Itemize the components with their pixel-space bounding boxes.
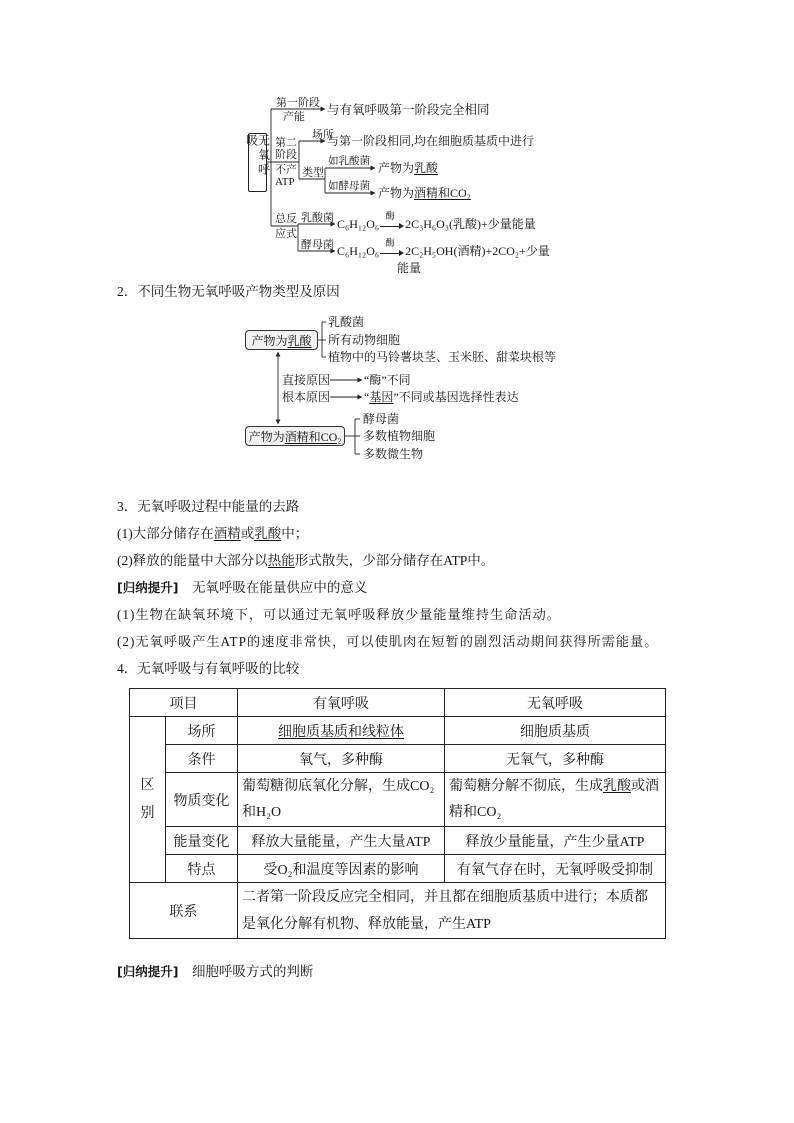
- cell-aerobic: [238, 717, 445, 745]
- equation-label-line2: 应式: [275, 228, 297, 240]
- cell-aerobic: 葡萄糖彻底氧化分解，生成CO₂和H₂O: [238, 773, 445, 827]
- summary-tag: [归纳提升]: [117, 580, 179, 595]
- underlined-text: 乳酸: [414, 161, 439, 175]
- underlined-text: 酒精: [213, 526, 241, 541]
- alcohol-product-box: [245, 426, 345, 446]
- underlined-text: 乳酸: [254, 526, 282, 541]
- reaction-yeast-product-cont: 能量: [397, 261, 422, 275]
- stage2-label-line1: 第二: [275, 137, 297, 149]
- root-cause-result: [364, 390, 519, 404]
- summary2-heading: [117, 964, 313, 980]
- underlined-text: 细胞质基质和线粒体: [278, 724, 404, 740]
- section2-heading: 2．不同生物无氧呼吸产物类型及原因: [117, 284, 340, 299]
- text-run: 产物为: [378, 186, 415, 200]
- cell-aerobic: 受O₂和温度等因素的影响: [238, 855, 445, 883]
- alcohol-list-item: 酵母菌: [363, 412, 400, 426]
- table-row: [130, 717, 666, 745]
- alcohol-list-item: 多数微生物: [363, 447, 424, 461]
- direct-cause-label: 直接原因: [282, 373, 331, 387]
- alcohol-list-item: 多数植物细胞: [363, 429, 436, 443]
- group-label: 区别: [140, 777, 155, 821]
- reactant: C₆H₁₂O₆: [337, 244, 380, 258]
- relation-label: 联系: [130, 883, 238, 939]
- enzyme-arrow-icon: [380, 239, 404, 258]
- type-lactic-label: 如乳酸菌: [328, 156, 370, 167]
- row-label: 能量变化: [166, 827, 238, 855]
- header-item: 项目: [130, 689, 238, 717]
- reaction-yeast-equation: [337, 239, 550, 258]
- stage1-label: 第一阶段: [276, 97, 320, 109]
- cell-anaerobic: [445, 773, 666, 827]
- stage2-label-line2: 阶段: [275, 149, 297, 161]
- relation-content: 二者第一阶段反应完全相同，并且都在细胞质基质中进行；本质都是氧化分解有机物、释放能量，产生ATP: [238, 883, 666, 939]
- table-row: [130, 855, 666, 883]
- table-row: [130, 773, 666, 827]
- underlined-text: 酒精和CO₂: [414, 186, 471, 200]
- enzyme-arrow-icon: [380, 212, 404, 231]
- lactic-list-item: 植物中的马铃薯块茎、玉米胚、甜菜块根等: [328, 350, 557, 364]
- underlined-text: 乳酸: [287, 333, 312, 348]
- equation-label-line1: 总反: [275, 213, 297, 225]
- reaction-yeast-organism: 酵母菌: [301, 239, 334, 251]
- lactic-product-box: [245, 330, 318, 350]
- stage2-note-line1: 不产: [275, 164, 297, 176]
- row-label: 特点: [166, 855, 238, 883]
- site-desc: 与第一阶段相同,均在细胞质基质中进行: [327, 134, 535, 148]
- text-run: 或: [240, 526, 255, 541]
- text-run: 中；: [281, 526, 309, 541]
- text-run: 葡萄糖分解不彻底，生成: [449, 778, 603, 794]
- header-anaerobic: 无氧呼吸: [445, 689, 666, 717]
- underlined-text: 热能: [267, 553, 295, 568]
- group-label-cell: [130, 717, 166, 883]
- text-run: 产物为: [251, 333, 288, 348]
- type-label: 类型: [302, 167, 324, 179]
- summary1-heading: [117, 580, 367, 596]
- cell-aerobic: 氧气，多种酶: [238, 745, 445, 773]
- cell-anaerobic: 细胞质基质: [445, 717, 666, 745]
- enzyme-label: 酶: [385, 239, 395, 249]
- section4-heading: 4．无氧呼吸与有氧呼吸的比较: [117, 661, 300, 676]
- reaction-lactic-equation: [337, 212, 536, 231]
- lactic-list-item: 所有动物细胞: [328, 333, 401, 347]
- summary1-point-1: (1)生物在缺氧环境下，可以通过无氧呼吸释放少量能量维持生命活动。: [117, 607, 561, 622]
- text-run: 形式散失，少部分储存在ATP中。: [294, 553, 495, 568]
- row-label: 物质变化: [166, 773, 238, 827]
- site-label: 场所: [312, 129, 334, 141]
- summary-title: 无氧呼吸在能量供应中的意义: [191, 580, 368, 595]
- cell-aerobic: 释放大量能量，产生大量ATP: [238, 827, 445, 855]
- root-cause-label: 根本原因: [282, 390, 331, 404]
- row-label: 场所: [166, 717, 238, 745]
- direct-cause-result: “酶”不同: [364, 373, 411, 387]
- table-header-row: [130, 689, 666, 717]
- enzyme-label: 酶: [385, 212, 395, 222]
- lactic-list-item: 乳酸菌: [328, 315, 365, 329]
- stage1-note: 产能: [283, 111, 305, 123]
- text-run: 产物为: [378, 161, 415, 175]
- root-label: 无氧呼吸: [244, 134, 271, 178]
- underlined-text: 基因: [369, 390, 394, 404]
- section3-heading: 3．无氧呼吸过程中能量的去路: [117, 499, 300, 514]
- cell-anaerobic: 无氧气，多种酶: [445, 745, 666, 773]
- comparison-table: [129, 688, 666, 939]
- type-yeast-label: 如酵母菌: [328, 181, 370, 192]
- table-row: [130, 745, 666, 773]
- text-run: (1)大部分储存在: [117, 526, 214, 541]
- text-run: “: [364, 390, 370, 404]
- section3-point-1: [117, 526, 308, 542]
- stage1-desc: 与有氧呼吸第一阶段完全相同: [327, 103, 490, 117]
- section3-point-2: [117, 553, 494, 569]
- cell-anaerobic: 释放少量能量，产生少量ATP: [445, 827, 666, 855]
- stage2-note-line2: ATP: [275, 176, 295, 188]
- underlined-text: 酒精和CO₂: [284, 429, 342, 444]
- type-lactic-product: [378, 161, 438, 175]
- summary-title: 细胞呼吸方式的判断: [191, 964, 314, 979]
- type-yeast-product: [378, 186, 471, 200]
- row-label: 条件: [166, 745, 238, 773]
- text-run: ”不同或基因选择性表达: [393, 390, 519, 404]
- table-row: [130, 827, 666, 855]
- cell-anaerobic: 有氧气存在时，无氧呼吸受抑制: [445, 855, 666, 883]
- underlined-text: 乳酸: [603, 778, 631, 794]
- table-relation-row: [130, 883, 666, 939]
- product: 2C₃H₆O₃(乳酸)+少量能量: [405, 217, 536, 231]
- root-box: [244, 133, 271, 192]
- summary1-point-2: (2)无氧呼吸产生ATP的速度非常快，可以使肌肉在短暂的剧烈活动期间获得所需能量。: [117, 634, 659, 649]
- text-run: (2)释放的能量中大部分以: [117, 553, 268, 568]
- text-run: 或酒精和CO₂: [449, 778, 659, 820]
- product: 2C₂H₅OH(酒精)+2CO₂+少量: [405, 244, 550, 258]
- header-aerobic: 有氧呼吸: [238, 689, 445, 717]
- summary-tag: [归纳提升]: [117, 964, 179, 979]
- reactant: C₆H₁₂O₆: [337, 217, 380, 231]
- text-run: 产物为: [248, 429, 285, 444]
- reaction-lactic-organism: 乳酸菌: [301, 212, 334, 224]
